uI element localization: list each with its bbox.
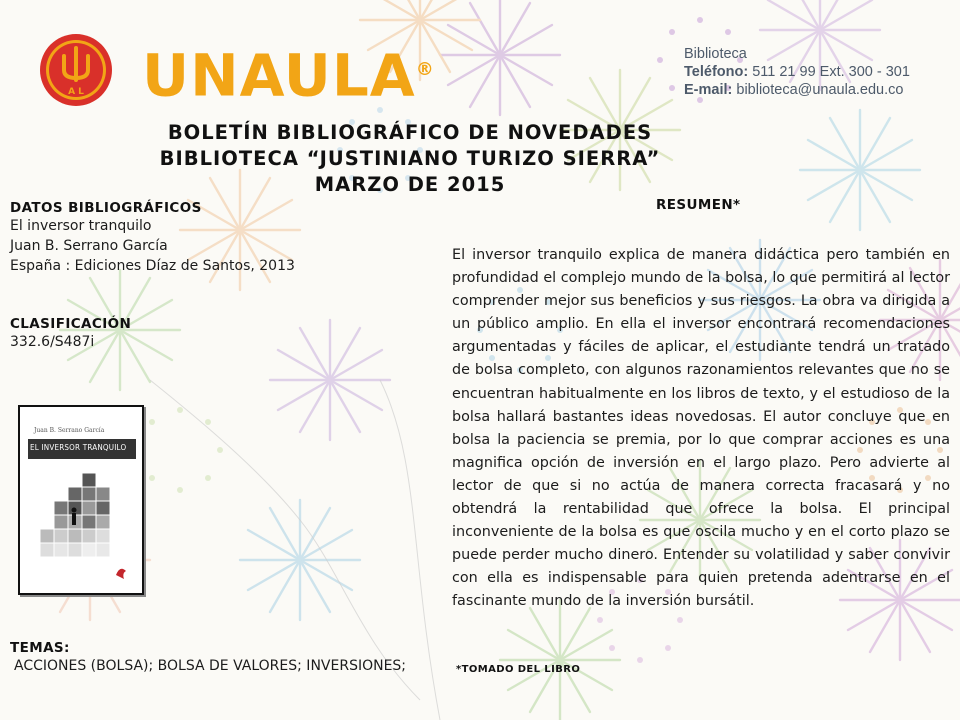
book-publisher: España : Ediciones Díaz de Santos, 2013 bbox=[10, 258, 295, 274]
resumen-text: El inversor tranquilo explica de manera didáctica pero también en profundidad el complejo mundo de la bolsa, lo que permitirá al lector comprender mejor sus beneficios y sus riesgos. La obra va dirigida a un público amplio. En ella el inversor encontrará recomendaciones argumentadas y fáciles de aplicar, el estudiante tendrá un tratado de bolsa completo, con algunos razonamientos relevantes que no se encuentran habitualmente en los libros de texto, y el estudioso de la bolsa hallará bastantes ideas novedosas. El autor concluye que en bolsa la paciencia se premia, por lo que comprar acciones es una magnifica opción de inversión en el largo plazo. Pero advierte al lector de que si no actúa de manera correcta fracasará y no obtendrá la rentabilidad que ofrece la bolsa. El principal inconveniente de la bolsa es que oscila mucho y en el corto plazo se puede perder mucho dinero. Entender su volatilidad y saber convivir con ella es indispensable para quien pretenda adentrarse en el fascinante mundo de la inversión bursátil. bbox=[452, 247, 950, 610]
bibliographic-data bbox=[10, 200, 410, 276]
contact-email: E-mail: biblioteca@unaula.edu.co bbox=[684, 82, 904, 98]
cover-author: Juan B. Serrano García bbox=[34, 427, 105, 434]
unaula-logo bbox=[38, 30, 435, 110]
contact-phone: Teléfono: 511 21 99 Ext. 300 - 301 bbox=[684, 64, 910, 80]
clasificacion-heading: CLASIFICACIÓN bbox=[10, 316, 132, 332]
title-line-1: BOLETÍN BIBLIOGRÁFICO DE NOVEDADES bbox=[167, 121, 653, 144]
contact-block bbox=[684, 45, 910, 99]
resumen-footnote: *TOMADO DEL LIBRO bbox=[456, 664, 581, 675]
topics bbox=[10, 640, 450, 676]
topics-list: ACCIONES (BOLSA); BOLSA DE VALORES; INVERSIONES; bbox=[14, 658, 407, 674]
unaula-emblem-icon bbox=[38, 30, 128, 110]
cover-title: EL INVERSOR TRANQUILO bbox=[30, 443, 127, 452]
bulletin-title bbox=[0, 120, 820, 198]
book-title: El inversor tranquilo bbox=[10, 218, 152, 234]
datos-heading: DATOS BIBLIOGRÁFICOS bbox=[10, 200, 202, 216]
book-author: Juan B. Serrano García bbox=[10, 238, 168, 254]
contact-library: Biblioteca bbox=[684, 46, 747, 62]
temas-heading: TEMAS: bbox=[10, 640, 70, 656]
resumen-heading: RESUMEN* bbox=[656, 197, 741, 213]
title-line-2: BIBLIOTECA “JUSTINIANO TURIZO SIERRA” bbox=[159, 147, 661, 170]
svg-text:A L: A L bbox=[68, 87, 84, 97]
resumen-block bbox=[452, 244, 950, 614]
logo-wordmark: UNAULA® bbox=[142, 41, 435, 110]
call-number: 332.6/S487i bbox=[10, 334, 95, 350]
cover-staircase-illustration bbox=[20, 463, 142, 593]
book-cover-image bbox=[18, 405, 144, 595]
classification bbox=[10, 316, 310, 352]
title-line-3: MARZO DE 2015 bbox=[314, 173, 506, 196]
